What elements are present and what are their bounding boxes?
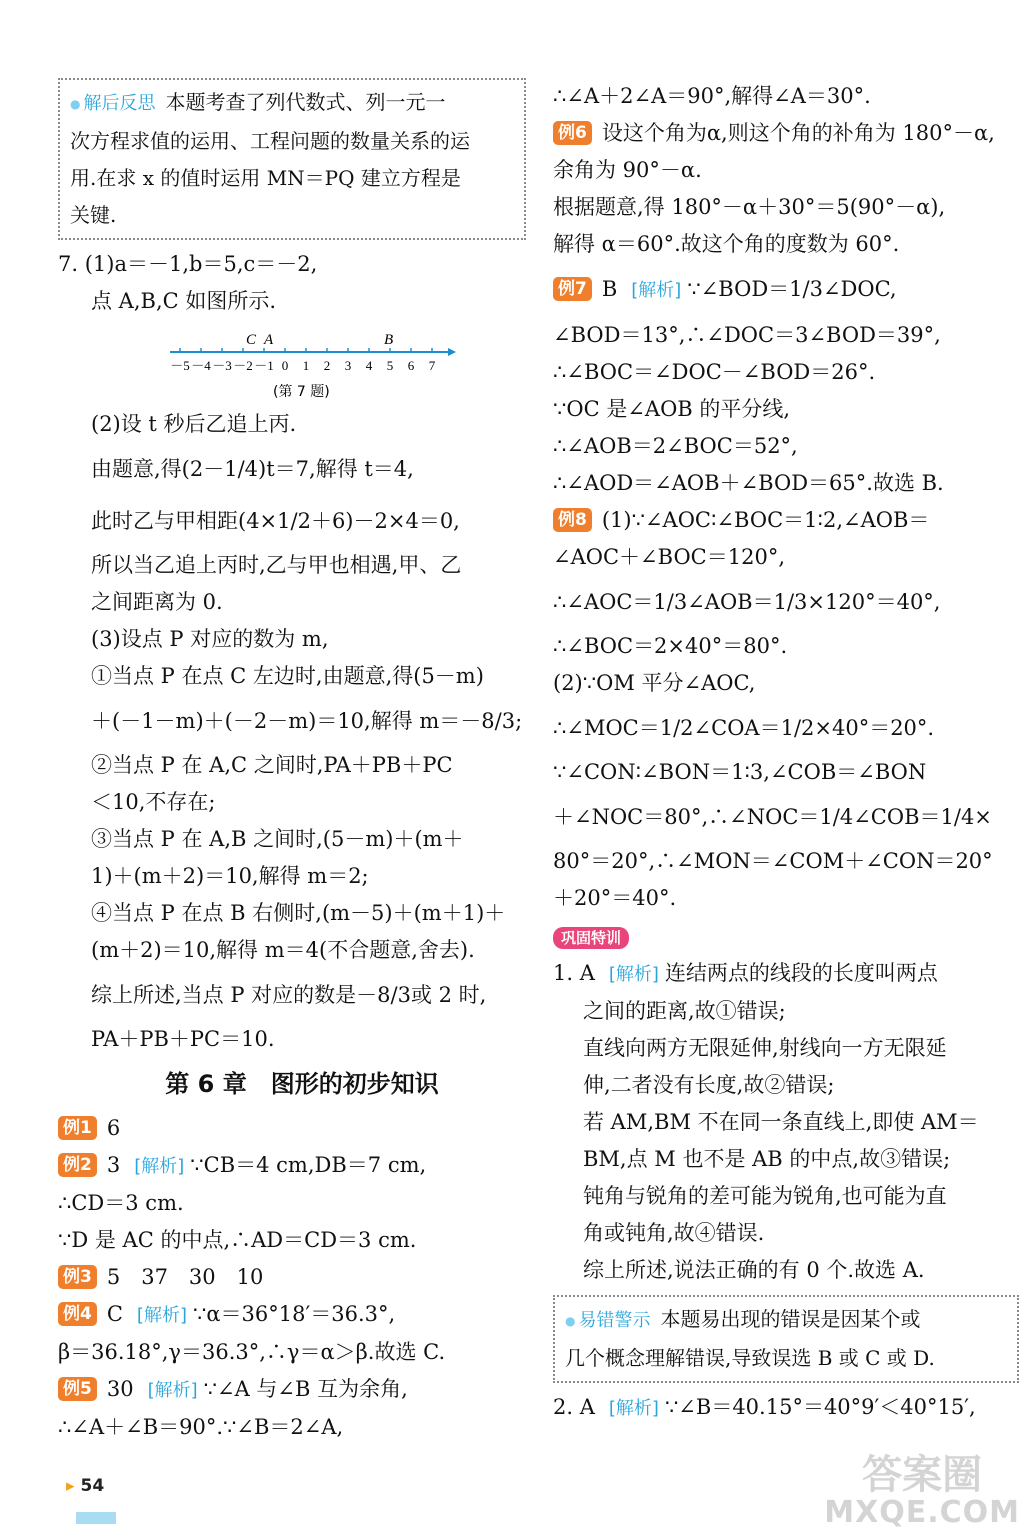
- example-4: 例4 C [解析] ∵α＝36°18′＝36.3°,: [58, 1296, 526, 1334]
- q7-line: ②当点 P 在 A,C 之间时,PA＋PB＋PC: [91, 752, 453, 777]
- right-column: [553, 78, 1019, 1427]
- example-line: ＋∠NOC＝80°,∴∠NOC＝1/4∠COB＝1/4×: [553, 805, 992, 829]
- question-2: 2. A [解析] ∵∠B＝40.15°＝40°9′＜40°15′,: [553, 1394, 976, 1419]
- error-warning-note: [553, 1295, 1019, 1383]
- example-badge: 例8: [553, 508, 592, 532]
- solution-line: ∴∠A＋2∠A＝90°,解得∠A＝30°.: [553, 84, 871, 108]
- number-line-tick-label: －2: [233, 357, 253, 373]
- note-line: 次方程求值的运用、工程问题的数量关系的运: [70, 128, 470, 153]
- q7-line: 之间距离为 0.: [91, 589, 223, 614]
- arrow-icon: [448, 348, 456, 356]
- number-line-tick-label: 5: [386, 357, 394, 373]
- example-line: 80°＝20°,∴∠MON＝∠COM＋∠CON＝20°: [553, 849, 993, 873]
- question-line: 直线向两方无限延伸,射线向一方无限延: [583, 1036, 947, 1060]
- example-line: β＝36.18°,γ＝36.3°,∴γ＝α＞β.故选 C.: [58, 1339, 446, 1364]
- example-line: ∴∠BOC＝2×40°＝80°.: [553, 634, 788, 658]
- example-line: ∴CD＝3 cm.: [58, 1190, 184, 1215]
- example-8: 例8 (1)∵∠AOC∶∠BOC＝1∶2,∠AOB＝: [553, 502, 1019, 539]
- q7-line: 由题意,得(2－1/4)t＝7,解得 t＝4,: [91, 456, 414, 481]
- example-badge: 例6: [553, 121, 592, 145]
- example-badge: 例4: [58, 1302, 97, 1326]
- q7-line: 综上所述,当点 P 对应的数是－8/3或 2 时,: [91, 982, 487, 1007]
- number-line-tick-label: 3: [344, 357, 352, 373]
- question-line: 钝角与锐角的差可能为锐角,也可能为直: [583, 1184, 947, 1208]
- watermark: 答案圈 MXQE.COM: [824, 1452, 1020, 1530]
- example-line: ∵D 是 AC 的中点,∴AD＝CD＝3 cm.: [58, 1227, 417, 1252]
- example-6: 例6 设这个角为α,则这个角的补角为 180°－α,: [553, 115, 1019, 152]
- example-line: ∵OC 是∠AOB 的平分线,: [553, 397, 791, 421]
- number-line-tick-label: －4: [191, 357, 211, 373]
- example-2: 例2 3 [解析] ∵CB＝4 cm,DB＝7 cm,: [58, 1147, 526, 1185]
- example-line: ＋20°＝40°.: [553, 886, 677, 910]
- q7-line: 所以当乙追上丙时,乙与甲也相遇,甲、乙: [91, 552, 462, 577]
- dot-icon: ●: [70, 96, 81, 111]
- example-line: ∴∠AOC＝1/3∠AOB＝1/3×120°＝40°,: [553, 590, 941, 614]
- example-line: 余角为 90°－α.: [553, 158, 702, 182]
- note-line: 本题考查了列代数式、列一元一: [165, 90, 446, 114]
- example-1: 例1 6: [58, 1110, 526, 1147]
- q7-line: 点 A,B,C 如图所示.: [91, 288, 277, 313]
- number-line-tick-label: 1: [302, 357, 310, 373]
- analysis-tag: [解析]: [608, 964, 659, 985]
- section-tag: 巩固特训: [553, 927, 629, 949]
- point-label-b: B: [384, 331, 394, 348]
- reflection-note: [58, 78, 526, 240]
- q7-line: PA＋PB＋PC＝10.: [91, 1026, 275, 1051]
- number-line-tick-label: －5: [170, 357, 190, 373]
- example-line: ∵∠CON∶∠BON＝1∶3,∠COB＝∠BON: [553, 760, 927, 784]
- analysis-tag: [解析]: [147, 1379, 198, 1401]
- q7-line: (2)设 t 秒后乙追上丙.: [91, 411, 297, 436]
- question-line: 之间的距离,故①错误;: [583, 999, 786, 1023]
- q7-line: ④当点 P 在点 B 右侧时,(m－5)＋(m＋1)＋: [91, 900, 506, 925]
- analysis-tag: [解析]: [608, 1397, 659, 1419]
- page-bar: [76, 1512, 116, 1524]
- chapter-title: 第 6 章 图形的初步知识: [165, 1069, 439, 1098]
- question-line: 伸,二者没有长度,故②错误;: [583, 1073, 835, 1097]
- example-line: (2)∵OM 平分∠AOC,: [553, 671, 756, 695]
- point-label-c: C: [246, 331, 257, 348]
- q7-line: (m＋2)＝10,解得 m＝4(不合题意,舍去).: [91, 937, 475, 962]
- analysis-tag: [解析]: [631, 280, 682, 301]
- example-line: ∴∠A＋∠B＝90°.∵∠B＝2∠A,: [58, 1414, 344, 1439]
- point-label-a: A: [264, 331, 274, 348]
- q7-line: ③当点 P 在 A,B 之间时,(5－m)＋(m＋: [91, 826, 464, 851]
- note-line: 用.在求 x 的值时运用 MN＝PQ 建立方程是: [70, 165, 461, 190]
- q7-line: (3)设点 P 对应的数为 m,: [91, 626, 329, 651]
- example-line: ∠AOC＋∠BOC＝120°,: [553, 545, 786, 569]
- analysis-tag: [解析]: [134, 1155, 185, 1177]
- number-line-tick-label: 2: [323, 357, 331, 373]
- q7-line: ＜10,不存在;: [91, 789, 216, 814]
- example-line: ∠BOD＝13°,∴∠DOC＝3∠BOD＝39°,: [553, 323, 941, 347]
- q7-line: 7. (1)a＝－1,b＝5,c＝－2,: [58, 251, 318, 276]
- reflection-tag: ● 解后反思: [70, 93, 156, 114]
- question-line: BM,点 M 也不是 AB 的中点,故③错误;: [583, 1147, 951, 1171]
- example-7: 例7 B [解析] ∵∠BOD＝1/3∠DOC,: [553, 263, 1019, 317]
- question-line: 综上所述,说法正确的有 0 个.故选 A.: [583, 1258, 925, 1282]
- example-badge: 例2: [58, 1153, 97, 1177]
- note-line: 本题易出现的错误是因某个或: [660, 1307, 921, 1331]
- page-number: ▸ 54: [66, 1476, 105, 1496]
- example-badge: 例7: [553, 277, 592, 301]
- example-badge: 例3: [58, 1265, 97, 1289]
- question-line: 若 AM,BM 不在同一条直线上,即使 AM＝: [583, 1110, 979, 1134]
- dot-icon: ●: [565, 1313, 576, 1328]
- number-line-tick-label: 7: [428, 357, 436, 373]
- warning-tag: ● 易错警示: [565, 1310, 651, 1331]
- analysis-tag: [解析]: [136, 1304, 187, 1326]
- q7-line: ①当点 P 在点 C 左边时,由题意,得(5－m): [91, 663, 484, 688]
- number-line-tick-label: 0: [281, 357, 289, 373]
- number-line-tick-label: －3: [212, 357, 232, 373]
- example-badge: 例5: [58, 1377, 97, 1401]
- example-badge: 例1: [58, 1116, 97, 1140]
- example-3: 例3 5 37 30 10: [58, 1259, 526, 1296]
- example-line: ∴∠AOB＝2∠BOC＝52°,: [553, 434, 798, 458]
- example-line: 根据题意,得 180°－α＋30°＝5(90°－α),: [553, 195, 946, 219]
- note-line: 关键.: [70, 202, 117, 227]
- number-line-tick-label: 4: [365, 357, 373, 373]
- page-arrow-icon: ▸: [66, 1476, 75, 1496]
- example-line: ∴∠BOC＝∠DOC－∠BOD＝26°.: [553, 360, 876, 384]
- number-line-svg: [118, 320, 436, 404]
- example-line: ∴∠MOC＝1/2∠COA＝1/2×40°＝20°.: [553, 716, 935, 740]
- question-1: 1. A [解析] 连结两点的线段的长度叫两点: [553, 961, 938, 985]
- q7-line: 1)＋(m＋2)＝10,解得 m＝2;: [91, 863, 369, 888]
- q7-line: 此时乙与甲相距(4×1/2＋6)－2×4＝0,: [91, 508, 460, 533]
- example-line: ∴∠AOD＝∠AOB＋∠BOD＝65°.故选 B.: [553, 471, 944, 495]
- figure-caption: (第 7 题): [273, 383, 330, 400]
- q7-line: ＋(－1－m)＋(－2－m)＝10,解得 m＝－8/3;: [91, 708, 523, 733]
- number-line-figure: [118, 320, 526, 406]
- example-line: 解得 α＝60°.故这个角的度数为 60°.: [553, 232, 900, 256]
- question-line: 角或钝角,故④错误.: [583, 1221, 765, 1245]
- note-line: 几个概念理解错误,导致误选 B 或 C 或 D.: [565, 1345, 935, 1370]
- left-column: [58, 78, 526, 1446]
- number-line-tick-label: －1: [254, 357, 274, 373]
- example-5: 例5 30 [解析] ∵∠A 与∠B 互为余角,: [58, 1371, 526, 1409]
- number-line-tick-label: 6: [407, 357, 415, 373]
